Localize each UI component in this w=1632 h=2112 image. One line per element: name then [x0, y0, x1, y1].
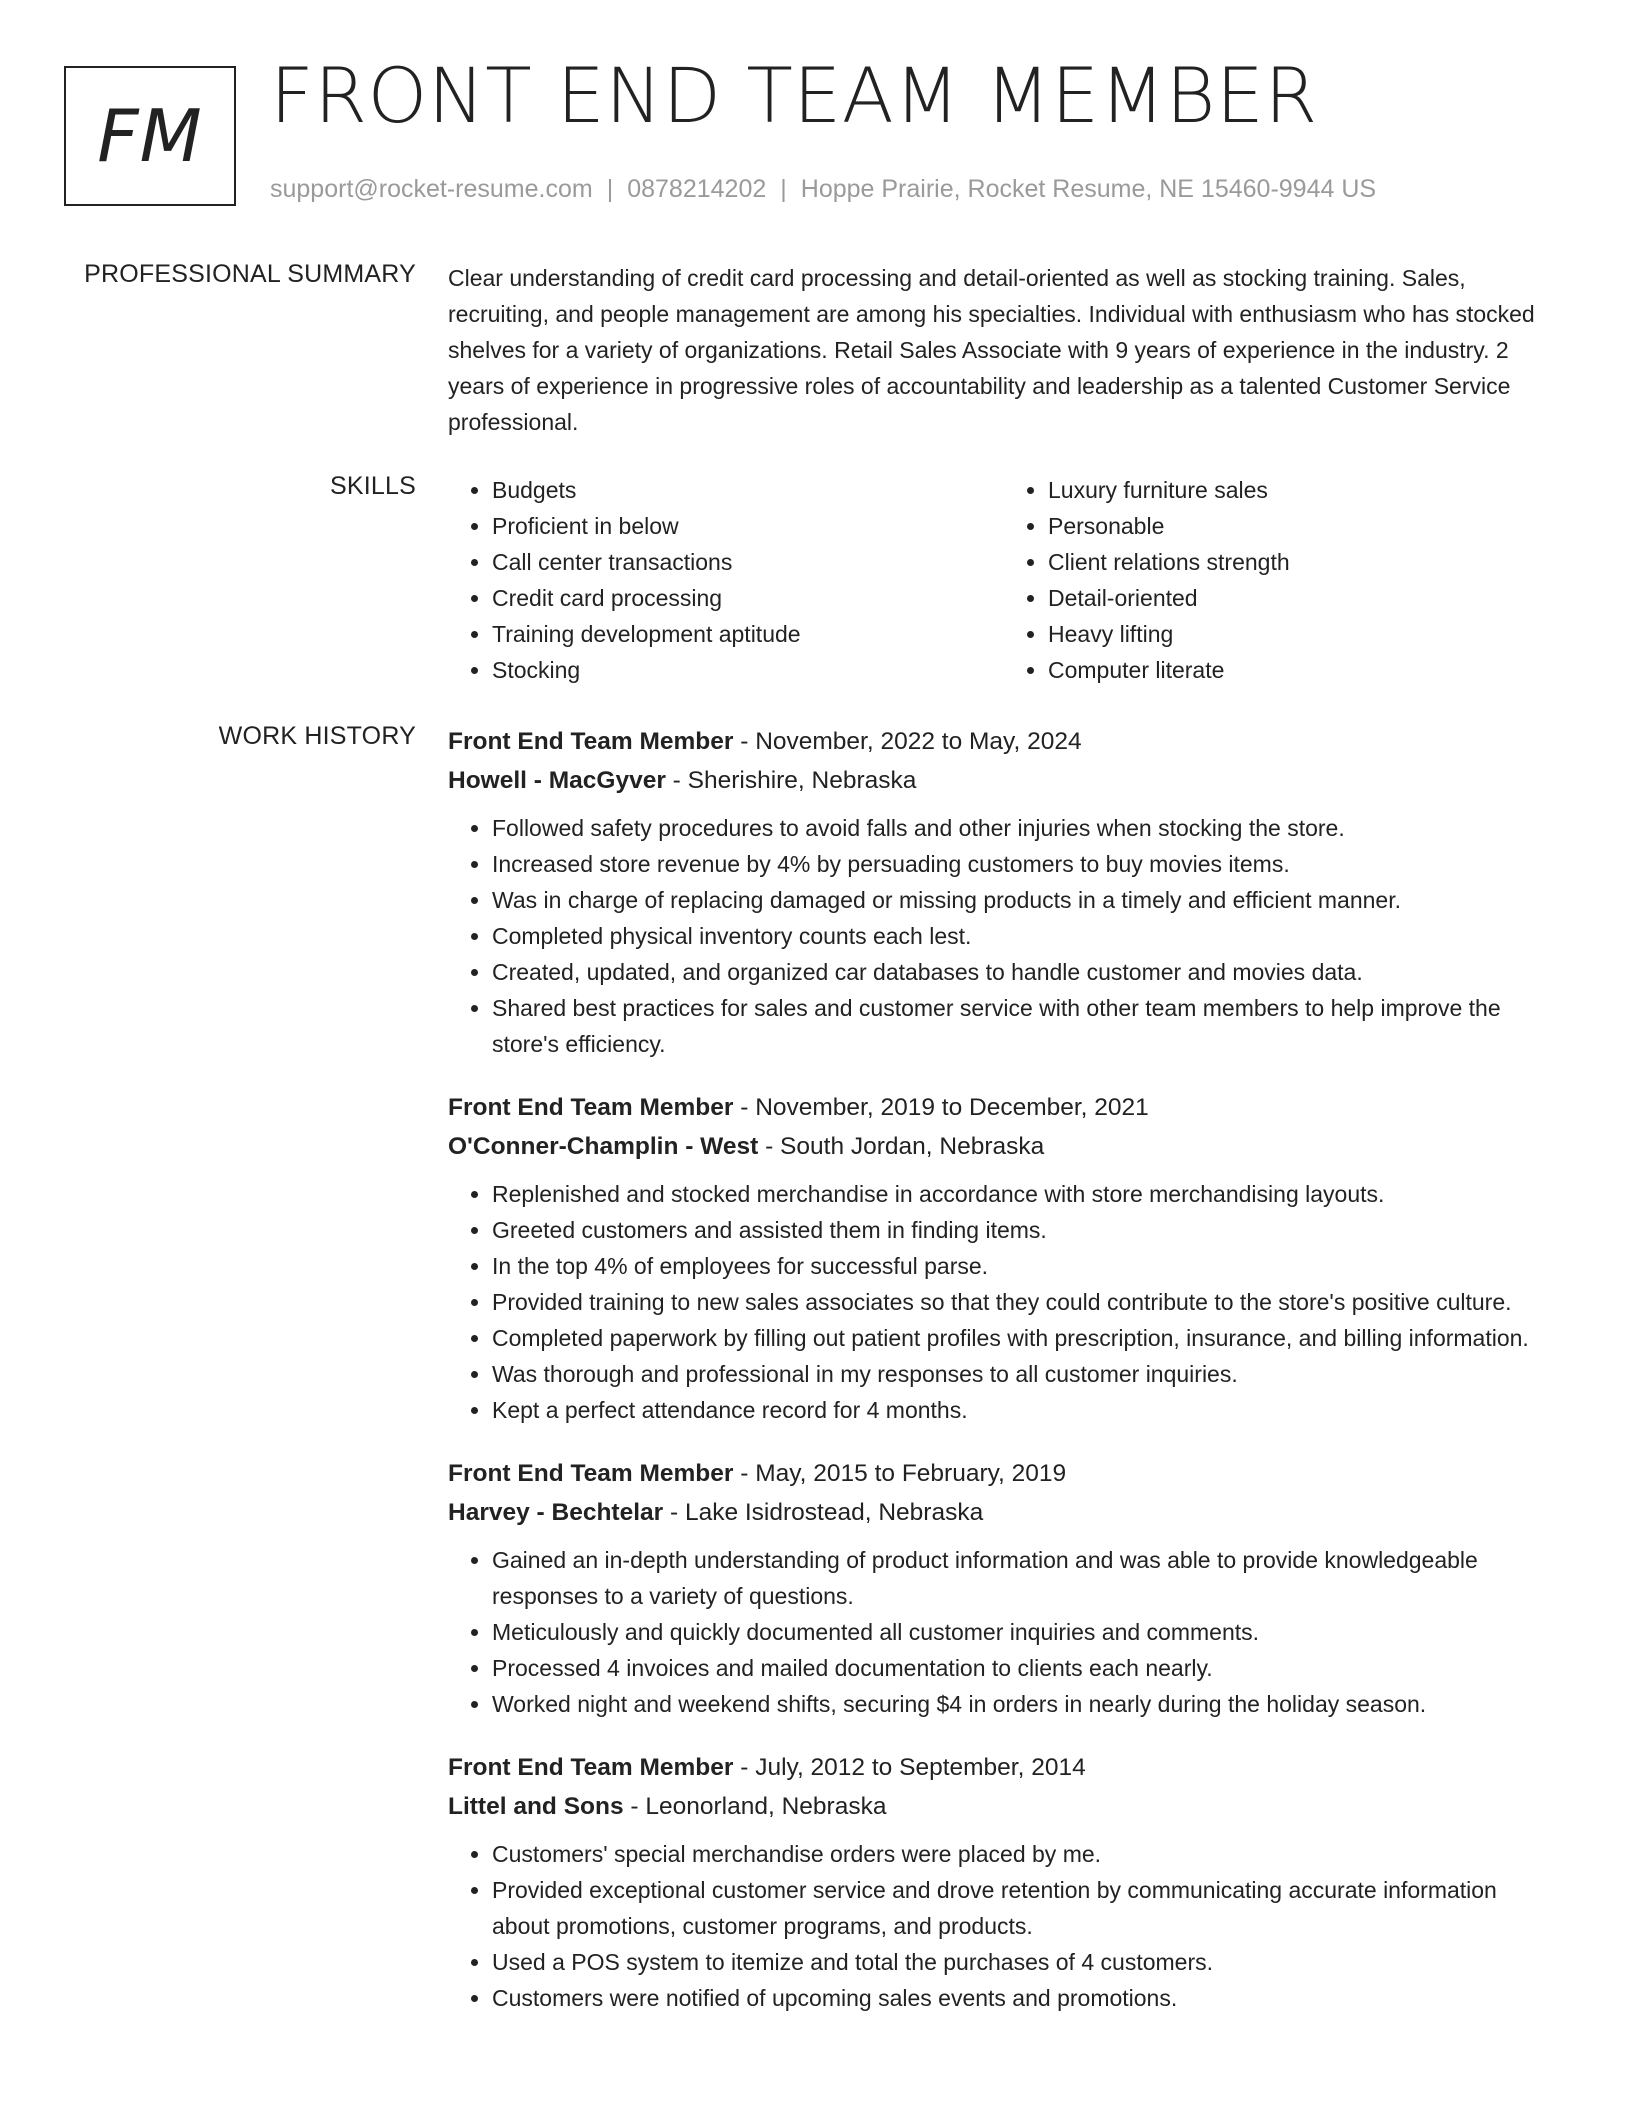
- job-bullet: • Completed physical inventory counts each lest.: [492, 918, 1560, 954]
- job-bullet: • Increased store revenue by 4% by persuading customers to buy movies items.: [492, 846, 1560, 882]
- work-history-body: [448, 722, 1560, 2042]
- job-company-line: [448, 1493, 1560, 1532]
- summary-body: [448, 260, 1560, 440]
- job-bullet: • Processed 4 invoices and mailed documentation to clients each nearly.: [492, 1650, 1560, 1686]
- section-label-skills: SKILLS: [330, 472, 416, 500]
- monogram-badge: FM: [64, 66, 236, 206]
- section-label-summary: PROFESSIONAL SUMMARY: [84, 260, 416, 288]
- contact-phone: 0878214202: [627, 175, 767, 203]
- job-bullet: • Shared best practices for sales and customer service with other team members to help improve the store's efficiency.: [492, 990, 1560, 1062]
- job-company: Harvey - Bechtelar: [448, 1499, 664, 1526]
- job-title-line: [448, 1088, 1560, 1127]
- job-bullet: • Kept a perfect attendance record for 4 months.: [492, 1392, 1560, 1428]
- job-location: - South Jordan, Nebraska: [758, 1133, 1045, 1160]
- job-bullet: • Followed safety procedures to avoid falls and other injuries when stocking the store.: [492, 810, 1560, 846]
- job-title-line: [448, 1748, 1560, 1787]
- job-entry: [448, 1454, 1560, 1722]
- job-bullet: • Completed paperwork by filling out patient profiles with prescription, insurance, and billing information.: [492, 1320, 1560, 1356]
- job-location: - Lake Isidrostead, Nebraska: [663, 1499, 984, 1526]
- skills-body: [448, 472, 1560, 688]
- job-bullet-list: [448, 1542, 1560, 1722]
- job-bullet: • In the top 4% of employees for successful parse.: [492, 1248, 1560, 1284]
- contact-separator: |: [606, 175, 614, 203]
- job-dates: - July, 2012 to September, 2014: [733, 1754, 1086, 1781]
- skills-grid: [448, 472, 1560, 688]
- skill-item: • Budgets: [492, 472, 1004, 508]
- skill-item: • Computer literate: [1048, 652, 1560, 688]
- job-company: Howell - MacGyver: [448, 767, 666, 794]
- job-bullet: • Customers' special merchandise orders were placed by me.: [492, 1836, 1560, 1872]
- job-bullet-list: [448, 810, 1560, 1062]
- job-location: - Leonorland, Nebraska: [623, 1793, 887, 1820]
- job-bullet: • Worked night and weekend shifts, securing $4 in orders in nearly during the holiday season.: [492, 1686, 1560, 1722]
- job-title: Front End Team Member: [448, 1460, 734, 1487]
- job-company: O'Conner-Champlin - West: [448, 1133, 759, 1160]
- skill-item: • Personable: [1048, 508, 1560, 544]
- skills-column-right: [1004, 472, 1560, 688]
- section-label-work-history: WORK HISTORY: [218, 722, 416, 750]
- job-title: Front End Team Member: [448, 1754, 734, 1781]
- job-bullet: • Provided exceptional customer service and drove retention by communicating accurate information about promotions, customer programs, and products.: [492, 1872, 1560, 1944]
- job-bullet-list: [448, 1836, 1560, 2016]
- job-bullet-list: [448, 1176, 1560, 1428]
- skill-item: • Heavy lifting: [1048, 616, 1560, 652]
- job-bullet: • Was in charge of replacing damaged or missing products in a timely and efficient manner.: [492, 882, 1560, 918]
- job-entry: [448, 1748, 1560, 2016]
- contact-separator: |: [780, 175, 787, 203]
- job-bullet: • Meticulously and quickly documented all customer inquiries and comments.: [492, 1614, 1560, 1650]
- job-bullet: • Greeted customers and assisted them in finding items.: [492, 1212, 1560, 1248]
- job-bullet: • Was thorough and professional in my responses to all customer inquiries.: [492, 1356, 1560, 1392]
- job-dates: - November, 2019 to December, 2021: [733, 1094, 1149, 1121]
- contact-address: Hoppe Prairie, Rocket Resume, NE 15460-9944 US: [800, 175, 1377, 203]
- job-title-line: [448, 1454, 1560, 1493]
- job-dates: - May, 2015 to February, 2019: [733, 1460, 1067, 1487]
- job-location: - Sherishire, Nebraska: [665, 767, 917, 794]
- job-title-line: [448, 722, 1560, 761]
- skill-item: • Detail-oriented: [1048, 580, 1560, 616]
- job-company-line: [448, 761, 1560, 800]
- job-bullet: • Replenished and stocked merchandise in accordance with store merchandising layouts.: [492, 1176, 1560, 1212]
- job-title: Front End Team Member: [448, 728, 734, 755]
- job-bullet: • Gained an in-depth understanding of product information and was able to provide knowledgeable responses to a variety of questions.: [492, 1542, 1560, 1614]
- skill-item: • Training development aptitude: [492, 616, 1004, 652]
- job-entry: [448, 722, 1560, 1062]
- job-company-line: [448, 1787, 1560, 1826]
- job-bullet: • Used a POS system to itemize and total the purchases of 4 customers.: [492, 1944, 1560, 1980]
- job-title: Front End Team Member: [448, 1094, 734, 1121]
- skill-item: • Credit card processing: [492, 580, 1004, 616]
- job-company: Littel and Sons: [448, 1793, 624, 1820]
- skills-column-left: [448, 472, 1004, 688]
- skill-item: • Stocking: [492, 652, 1004, 688]
- job-company-line: [448, 1127, 1560, 1166]
- skill-item: • Luxury furniture sales: [1048, 472, 1560, 508]
- job-dates: - November, 2022 to May, 2024: [733, 728, 1082, 755]
- job-entry: [448, 1088, 1560, 1428]
- skill-item: • Proficient in below: [492, 508, 1004, 544]
- summary-text: Clear understanding of credit card processing and detail-oriented as well as stocking training. Sales, recruiting, and people management are among his specialties. Individual with enthusiasm who has stocked shelves for a variety of organizations. Retail Sales Associate with 9 years of experience in the industry. 2 years of experience in progressive roles of accountability and leadership as a talented Customer Service professional.: [448, 265, 1535, 435]
- skill-item: • Call center transactions: [492, 544, 1004, 580]
- contact-line: [270, 175, 1376, 204]
- resume-title: FRONT END TEAM MEMBER: [270, 51, 1318, 140]
- job-bullet: • Customers were notified of upcoming sales events and promotions.: [492, 1980, 1560, 2016]
- job-bullet: • Provided training to new sales associates so that they could contribute to the store's positive culture.: [492, 1284, 1560, 1320]
- job-bullet: • Created, updated, and organized car databases to handle customer and movies data.: [492, 954, 1560, 990]
- contact-email: support@rocket-resume.com: [270, 175, 593, 203]
- skill-item: • Client relations strength: [1048, 544, 1560, 580]
